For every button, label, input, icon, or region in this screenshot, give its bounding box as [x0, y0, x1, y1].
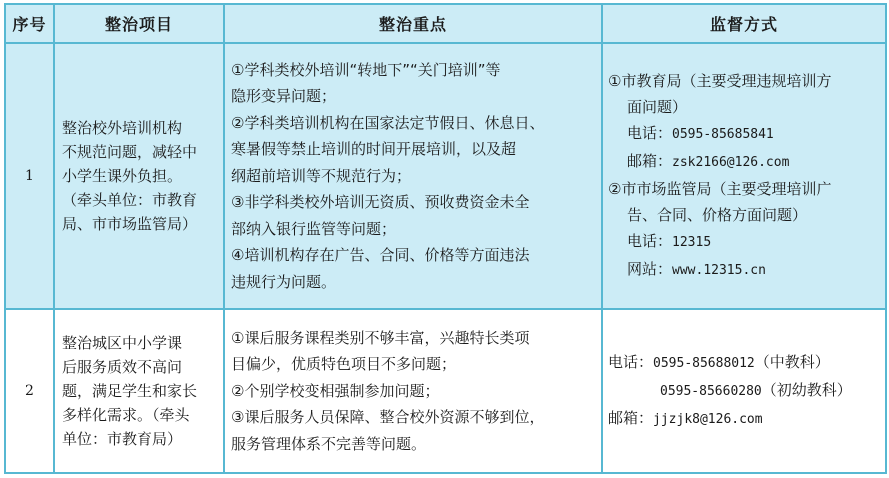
focus-text-line: ③课后服务人员保障、整合校外资源不够到位， [231, 408, 545, 427]
phone-label: 电话： [627, 232, 673, 250]
supervision-table [4, 3, 887, 474]
focus-text-line: ①课后服务课程类别不够丰富，兴趣特长类项 [231, 328, 530, 347]
supervision-method [602, 43, 886, 309]
email-label: 邮箱： [627, 152, 673, 170]
supervision-method [602, 309, 886, 473]
phone-line [608, 349, 879, 377]
item-text-line: （牵头单位：市教育 [62, 191, 198, 209]
email-label: 邮箱： [608, 409, 654, 427]
item-text-line: 小学生课外负担。 [62, 167, 183, 185]
focus-text-line: ③非学科类校外培训无资质、预收费资金未全 [231, 193, 530, 212]
rectification-item [54, 309, 224, 473]
email-address: jjzjk8@126.com [653, 412, 763, 427]
phone-number: 0595-85685841 [672, 127, 774, 142]
focus-text-line: ②学科类培训机构在国家法定节假日、休息日、 [231, 113, 545, 132]
row-number: 2 [5, 309, 54, 473]
header-focus: 整治重点 [224, 4, 602, 43]
email-line [608, 405, 879, 433]
agency-line: ①市教育局（主要受理违规培训方 [608, 72, 832, 90]
header-no: 序号 [5, 4, 54, 43]
agency-line: 告、合同、价格方面问题） [627, 206, 808, 224]
focus-text-line: 目偏少，优质特色项目不多问题； [231, 355, 457, 374]
phone-line [608, 377, 879, 405]
website-label: 网站： [627, 260, 673, 278]
focus-text-line: 寒暑假等禁止培训的时间开展培训，以及超 [231, 140, 517, 159]
phone-note: （中教科） [754, 353, 830, 371]
phone-note: （初幼教科） [761, 381, 852, 399]
item-text-line: 多样化需求。（牵头 [62, 406, 190, 424]
item-text-line: 单位：市教育局） [62, 430, 183, 448]
phone-number: 0595-85660280 [660, 384, 762, 399]
header-method: 监督方式 [602, 4, 886, 43]
rectification-focus [224, 43, 602, 309]
item-text-line: 题，满足学生和家长 [62, 382, 198, 400]
email-address: zsk2166@126.com [672, 155, 790, 170]
phone-line [608, 228, 879, 256]
item-text-line: 整治校外培训机构 [62, 119, 183, 137]
row-number: 1 [5, 43, 54, 309]
email-line [608, 148, 879, 176]
phone-number: 12315 [672, 235, 712, 250]
focus-text-line: 违规行为问题。 [231, 272, 337, 291]
item-text-line: 整治城区中小学课 [62, 334, 183, 352]
rectification-item [54, 43, 224, 309]
phone-label: 电话： [627, 124, 673, 142]
item-text-line: 局、市市场监管局） [62, 215, 198, 233]
focus-text-line: ④培训机构存在广告、合同、价格等方面违法 [231, 246, 530, 265]
focus-text-line: 纲超前培训等不规范行为； [231, 166, 412, 185]
item-text-line: 后服务质效不高问 [62, 358, 183, 376]
focus-text-line: 服务管理体系不完善等问题。 [231, 434, 427, 453]
focus-text-line: ①学科类校外培训“转地下”“关门培训”等 [231, 60, 501, 79]
focus-text-line: ②个别学校变相强制参加问题； [231, 381, 440, 400]
phone-number: 0595-85688012 [653, 356, 755, 371]
focus-text-line: 隐形变异问题； [231, 87, 337, 106]
website-url: www.12315.cn [672, 263, 766, 278]
phone-label: 电话： [608, 353, 654, 371]
table-row [5, 43, 886, 309]
phone-line [608, 120, 879, 148]
rectification-focus [224, 309, 602, 473]
focus-text-line: 部纳入银行监管等问题； [231, 219, 397, 238]
item-text-line: 不规范问题，减轻中 [62, 143, 198, 161]
header-item: 整治项目 [54, 4, 224, 43]
table-header-row [5, 4, 886, 43]
table-row [5, 309, 886, 473]
website-line [608, 256, 879, 284]
agency-line: 面问题） [627, 98, 688, 116]
agency-line: ②市市场监管局（主要受理培训广 [608, 180, 832, 198]
